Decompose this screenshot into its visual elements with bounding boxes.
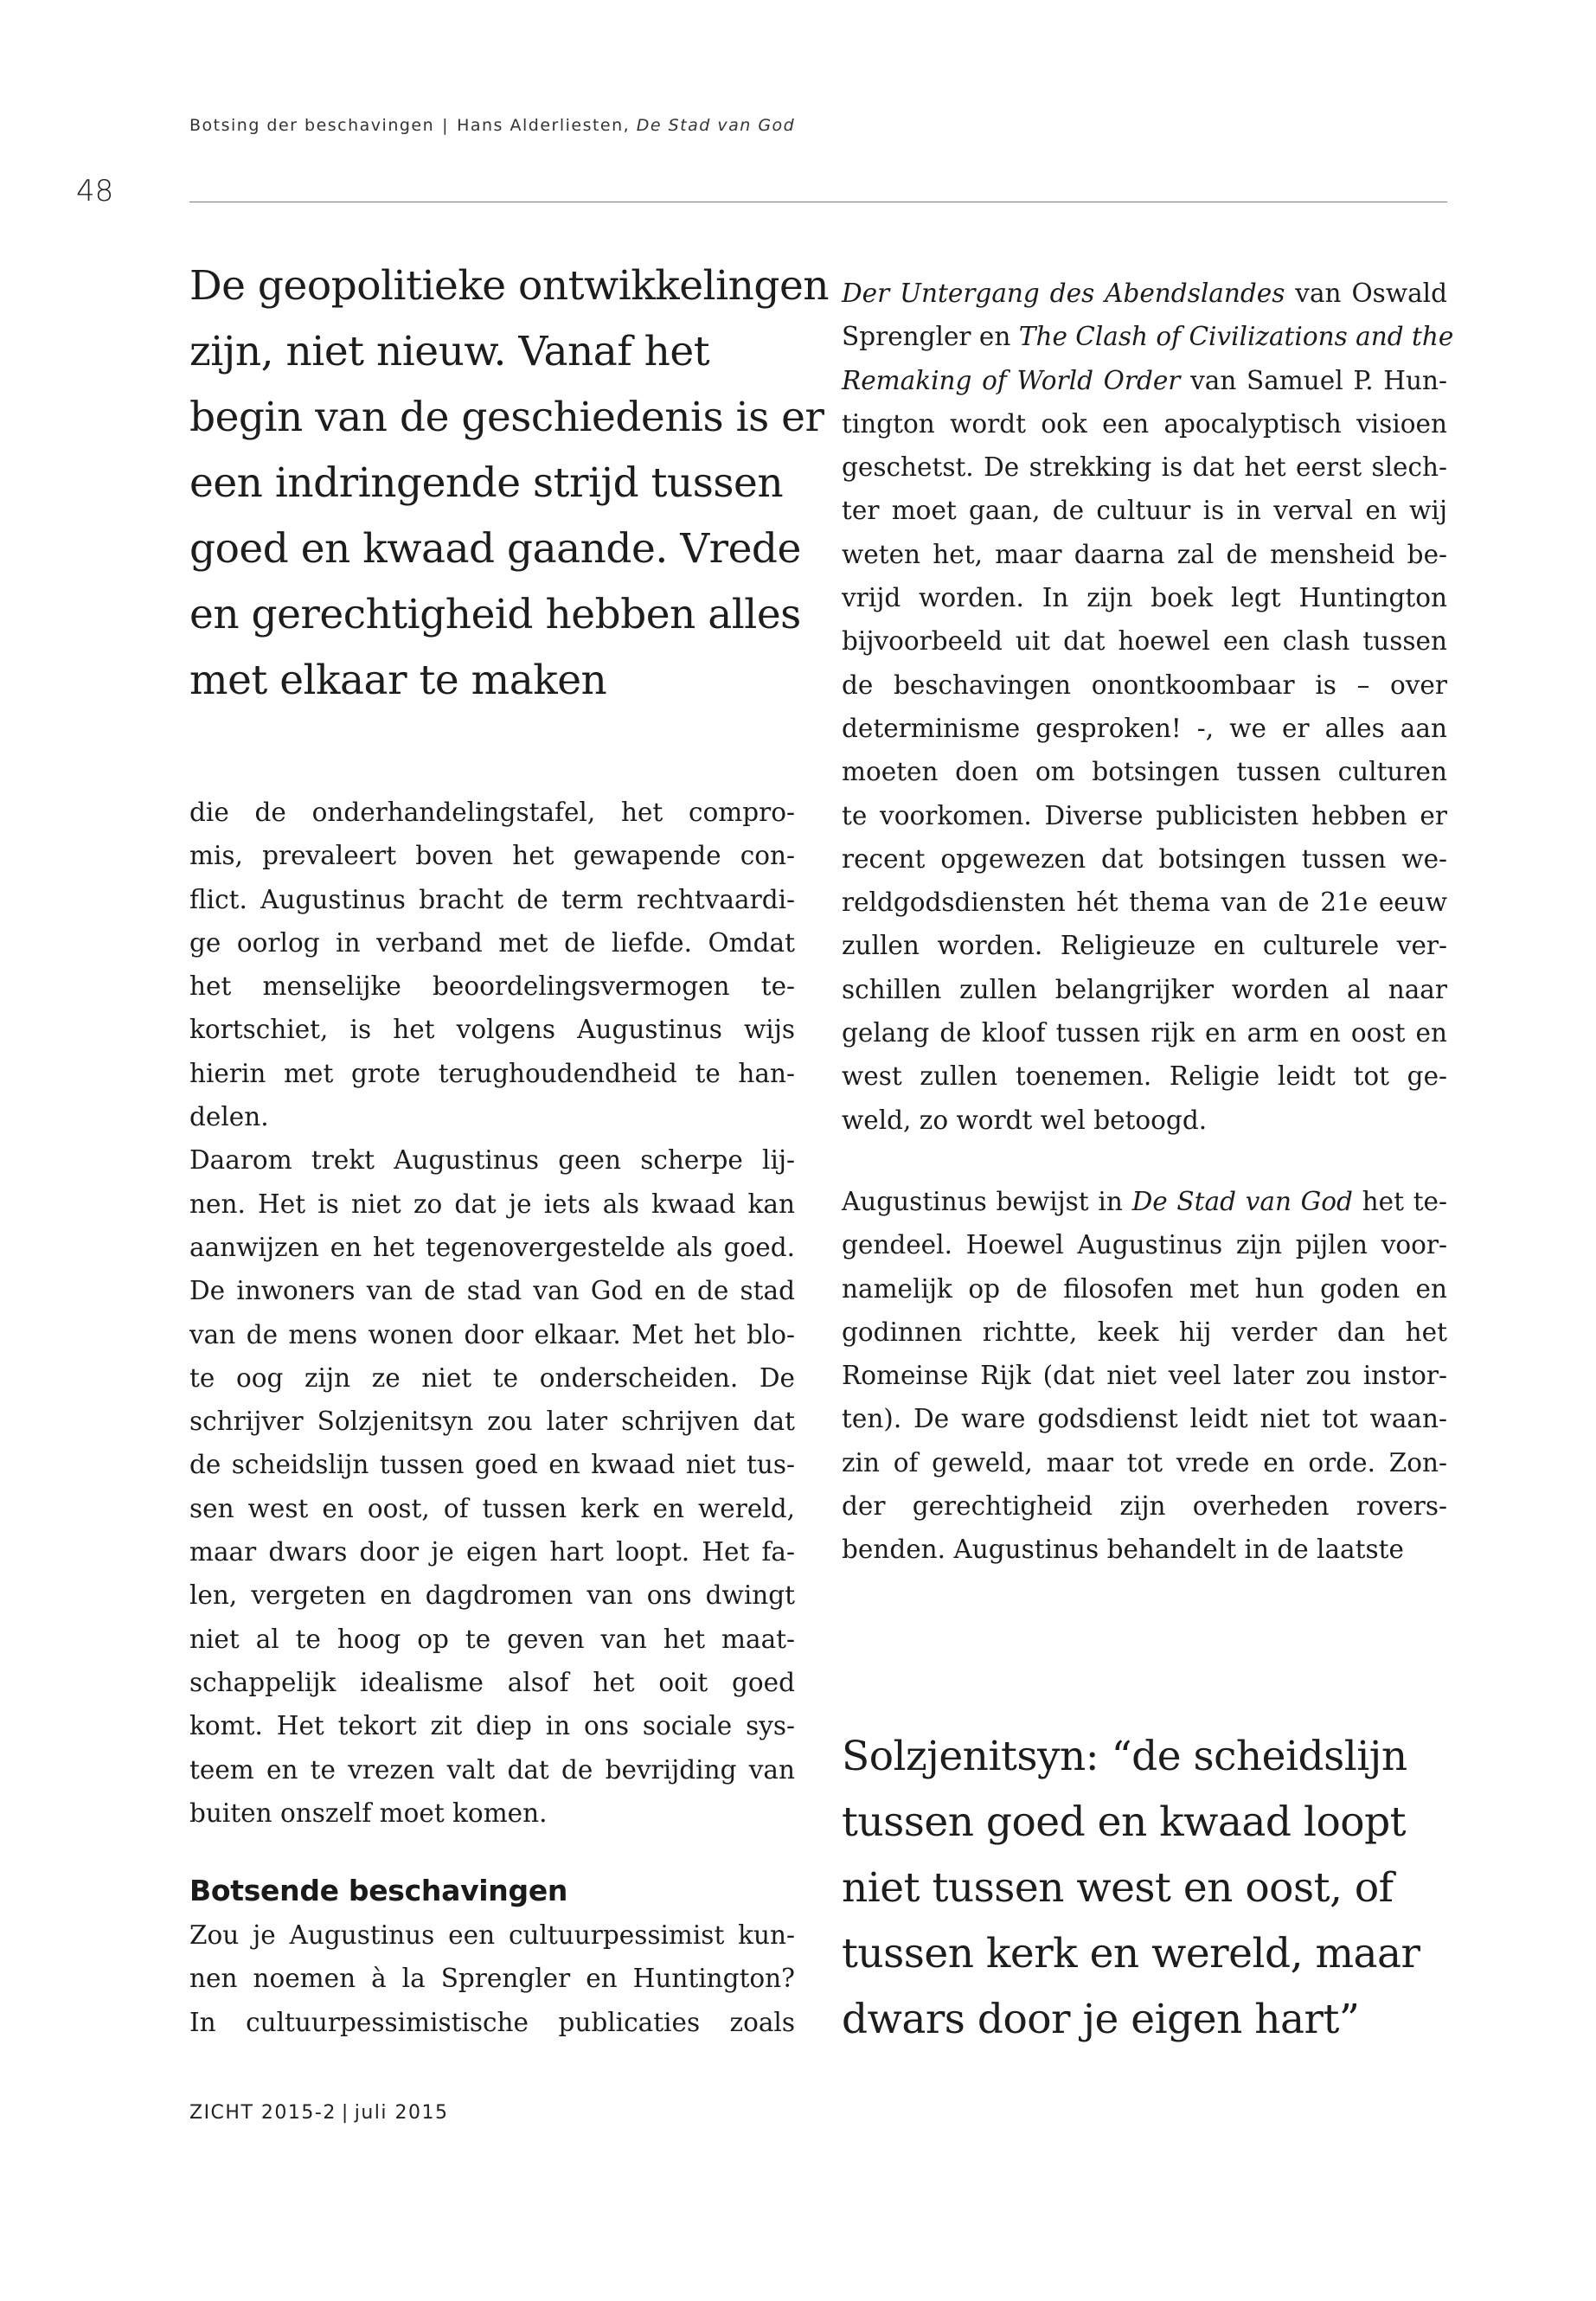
section-subheading: Botsende beschavingen xyxy=(189,1874,568,1907)
pull-quote-line: De geopolitieke ontwikkelingen xyxy=(189,262,830,310)
body-text-fragment: Augustinus bewijst in xyxy=(842,1187,1123,1216)
body-line: schillen zullen belangrijker worden al naar xyxy=(842,974,1447,1004)
running-head xyxy=(189,116,795,135)
body-line: komt. Het tekort zit diep in ons sociale sys- xyxy=(189,1711,795,1741)
right-body-paragraph-1 xyxy=(842,272,1454,1142)
pull-quote-line: met elkaar te maken xyxy=(189,657,607,704)
body-line xyxy=(842,359,1447,402)
pull-quote-line: tussen goed en kwaad loopt xyxy=(842,1798,1407,1846)
body-line: de scheidslijn tussen goed en kwaad niet tus- xyxy=(189,1450,795,1480)
body-line: len, vergeten en dagdromen van ons dwingt xyxy=(189,1580,795,1611)
body-line: Romeinse Rijk (dat niet veel later zou instor- xyxy=(842,1361,1447,1391)
pull-quote-line: dwars door je eigen hart” xyxy=(842,1996,1360,2043)
running-head-separator: | xyxy=(442,116,450,135)
pull-quote-line: begin van de geschiedenis is er xyxy=(189,394,824,441)
body-line: sen west en oost, of tussen kerk en wereld, xyxy=(189,1493,795,1523)
pull-quote-left xyxy=(189,253,830,714)
body-line: schappelijk idealisme alsof het ooit goed xyxy=(189,1667,795,1697)
body-line: maar dwars door je eigen hart loopt. Het fa- xyxy=(189,1537,795,1567)
pull-quote-line: een indringende strijd tussen xyxy=(189,459,784,507)
body-line: buiten onszelf moet komen. xyxy=(189,1798,548,1828)
body-line: godinnen richtte, keek hij verder dan het xyxy=(842,1317,1447,1347)
right-body-paragraph-2 xyxy=(842,1180,1447,1572)
body-line: het menselijke beoordelingsvermogen te- xyxy=(189,971,795,1002)
body-line: weld, zo wordt wel betoogd. xyxy=(842,1105,1208,1135)
book-title: The Clash of Civilizations and the xyxy=(1018,322,1454,352)
body-line: gelang de kloof tussen rijk en arm en oost en xyxy=(842,1018,1447,1048)
running-head-author: Hans Alderliesten, xyxy=(457,116,631,135)
body-line: In cultuurpessimistische publicaties zoals xyxy=(189,2007,795,2037)
body-line: weten het, maar daarna zal de mensheid be- xyxy=(842,539,1447,569)
footer-separator: | xyxy=(341,2102,349,2124)
running-head-title: De Stad van God xyxy=(636,116,796,135)
pull-quote-line: niet tussen west en oost, of xyxy=(842,1864,1394,1912)
body-line: west zullen toenemen. Religie leidt tot ge- xyxy=(842,1061,1447,1092)
body-line: recent opgewezen dat botsingen tussen we- xyxy=(842,843,1447,874)
body-line: reldgodsdiensten hét thema van de 21e eeuw xyxy=(842,888,1447,918)
page-number: 48 xyxy=(76,174,114,208)
body-text-fragment: Sprengler en xyxy=(842,322,1011,352)
body-line: die de onderhandelingstafel, het compro- xyxy=(189,798,795,827)
body-line: aanwijzen en het tegenovergestelde als goed. xyxy=(189,1232,795,1262)
body-line: zullen worden. Religieuze en culturele ver- xyxy=(842,931,1447,961)
body-line: delen. xyxy=(189,1102,269,1132)
body-line: kortschiet, is het volgens Augustinus wijs xyxy=(189,1015,795,1045)
body-text-fragment: van Oswald xyxy=(1295,279,1447,308)
body-line: teem en te vrezen valt dat de bevrijding van xyxy=(189,1754,795,1785)
book-title: De Stad van God xyxy=(1131,1187,1353,1216)
left-body-paragraphs xyxy=(189,791,795,1835)
body-line: ter moet gaan, de cultuur is in verval en wij xyxy=(842,496,1447,526)
footer xyxy=(189,2102,449,2124)
pull-quote-right xyxy=(842,1724,1447,2053)
body-line xyxy=(842,315,1454,358)
body-line: benden. Augustinus behandelt in de laatste xyxy=(842,1535,1404,1565)
body-line: De inwoners van de stad van God en de stad xyxy=(189,1276,795,1306)
body-line: determinisme gesproken! -, we er alles aan xyxy=(842,713,1447,743)
book-title: Der Untergang des Abendslandes xyxy=(842,279,1285,308)
body-line: ge oorlog in verband met de liefde. Omdat xyxy=(189,927,795,958)
body-line: mis, prevaleert boven het gewapende con- xyxy=(189,841,795,871)
body-line: bijvoorbeeld uit dat hoewel een clash tussen xyxy=(842,626,1447,657)
footer-date: juli 2015 xyxy=(354,2102,449,2124)
pull-quote-line: Solzjenitsyn: “de scheidslijn xyxy=(842,1733,1407,1780)
body-line: moeten doen om botsingen tussen culturen xyxy=(842,757,1447,787)
body-line: Zou je Augustinus een cultuurpessimist kun- xyxy=(189,1920,795,1950)
body-line: te voorkomen. Diverse publicisten hebben er xyxy=(842,800,1447,830)
body-line xyxy=(842,1180,1447,1223)
pull-quote-line: zijn, niet nieuw. Vanaf het xyxy=(189,328,710,375)
pull-quote-line: en gerechtigheid hebben alles xyxy=(189,591,801,638)
body-line: der gerechtigheid zijn overheden rovers- xyxy=(842,1491,1447,1522)
body-line: vrijd worden. In zijn boek legt Huntington xyxy=(842,583,1447,613)
body-line: van de mens wonen door elkaar. Met het blo- xyxy=(189,1319,795,1349)
body-line: Daarom trekt Augustinus geen scherpe lij- xyxy=(189,1145,795,1176)
body-line: geschetst. De strekking is dat het eerst slech- xyxy=(842,452,1447,483)
left-body-section-2 xyxy=(189,1913,795,2044)
body-line: de beschavingen onontkoombaar is – over xyxy=(842,670,1447,700)
body-line: niet al te hoog op te geven van het maat- xyxy=(189,1624,795,1654)
pull-quote-line: goed en kwaad gaande. Vrede xyxy=(189,525,801,573)
body-line: zin of geweld, maar tot vrede en orde. Zon- xyxy=(842,1447,1447,1477)
body-line: nen. Het is niet zo dat je iets als kwaad kan xyxy=(189,1189,795,1219)
book-title: Remaking of World Order xyxy=(842,365,1181,395)
body-text-fragment: van Samuel P. Hun- xyxy=(1190,365,1447,395)
body-text-fragment: het te- xyxy=(1362,1187,1447,1216)
body-line: schrijver Solzjenitsyn zou later schrijven dat xyxy=(189,1407,795,1437)
running-head-series: Botsing der beschavingen xyxy=(189,116,435,135)
body-line: hierin met grote terughoudendheid te han- xyxy=(189,1058,795,1088)
body-line xyxy=(842,272,1447,315)
footer-issue: ZICHT 2015-2 xyxy=(189,2102,337,2124)
body-line: nen noemen à la Sprengler en Huntington? xyxy=(189,1964,795,1994)
body-line: te oog zijn ze niet te onderscheiden. De xyxy=(189,1362,795,1393)
body-line: tington wordt ook een apocalyptisch visioen xyxy=(842,408,1447,439)
body-line: flict. Augustinus bracht de term rechtvaardi- xyxy=(189,884,795,914)
body-line: namelijk op de filosofen met hun goden en xyxy=(842,1273,1447,1304)
body-line: gendeel. Hoewel Augustinus zijn pijlen voor- xyxy=(842,1230,1447,1260)
pull-quote-line: tussen kerk en wereld, maar xyxy=(842,1930,1420,1977)
body-line: ten). De ware godsdienst leidt niet tot waan- xyxy=(842,1404,1447,1434)
